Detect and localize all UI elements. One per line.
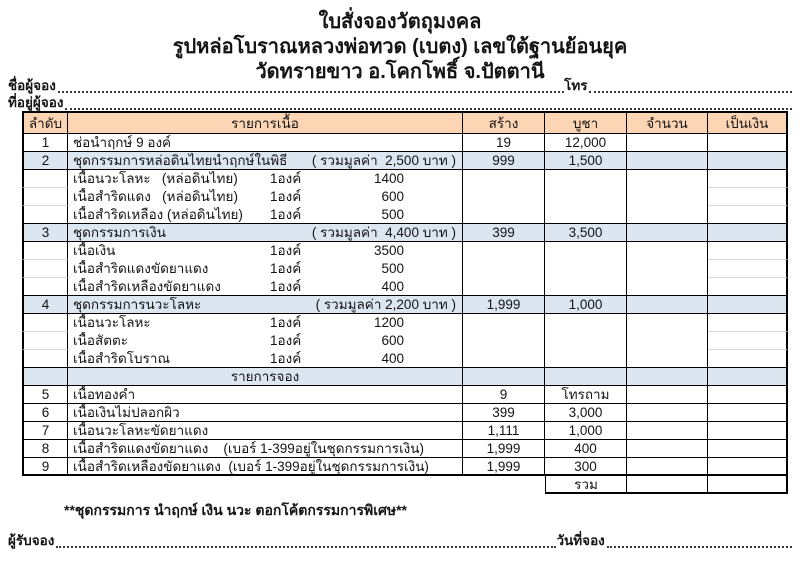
row-quantity-cell: [627, 224, 708, 242]
row-quantity-cell: [627, 350, 708, 368]
row-price-cell: 400: [545, 440, 627, 458]
row-material-cell: [68, 170, 463, 188]
row-quantity-cell: [627, 170, 708, 188]
column-header-material: รายการเนื้อ: [68, 111, 463, 134]
sub-item-value: 500: [381, 261, 404, 276]
column-header-quantity: จำนวน: [627, 111, 708, 134]
row-made-count-cell: [463, 170, 545, 188]
row-quantity-cell: [627, 188, 708, 206]
sub-item-unit: 1องค์: [270, 315, 302, 330]
row-made-count-cell: 1,999: [463, 296, 545, 314]
table-row: [22, 296, 788, 314]
row-quantity-cell: [627, 134, 708, 152]
row-material-cell: เนื้อนวะโลหะขัดยาแดง: [68, 422, 463, 440]
row-price-cell: [545, 170, 627, 188]
row-amount-cell: [708, 296, 788, 314]
table-row: [22, 134, 788, 152]
row-amount-cell: [708, 188, 788, 206]
table-header-row: [22, 111, 788, 134]
row-price-cell: [545, 350, 627, 368]
phone-blank: [589, 81, 792, 93]
row-price-cell: [545, 260, 627, 278]
row-material-cell: เนื้อสำริดเหลืองขัดยาแดง (เบอร์ 1-399อยู่ในชุดกรรมการเงิน): [68, 458, 463, 476]
sub-item-name: เนื้อนวะโลหะ (หล่อดินไทย): [73, 171, 238, 186]
row-material-cell: เนื้อสำริดแดงขัดยาแดง (เบอร์ 1-399อยู่ในชุดกรรมการเงิน): [68, 440, 463, 458]
row-index-cell: 3: [22, 224, 68, 242]
row-material-cell: [68, 224, 463, 242]
receiver-label: ผู้รับจอง: [8, 533, 55, 548]
form-subtitle: รูปหล่อโบราณหลวงพ่อทวด (เบตง) เลขใต้ฐานย้อนยุค: [172, 36, 628, 58]
row-material-cell: [68, 296, 463, 314]
row-quantity-cell: [627, 206, 708, 224]
row-amount-cell: [708, 242, 788, 260]
sub-item-unit: 1องค์: [270, 243, 302, 258]
sub-item-name: เนื้อสำริดแดงขัดยาแดง: [73, 261, 209, 276]
row-material-cell: เนื้อเงินไม่ปลอกผิว: [68, 404, 463, 422]
row-quantity-cell: [627, 458, 708, 476]
sub-item-spacer: [404, 188, 462, 206]
row-amount-cell: [708, 314, 788, 332]
sub-item-unit: 1องค์: [270, 171, 302, 186]
row-made-count-cell: 9: [463, 386, 545, 404]
row-made-count-cell: [463, 242, 545, 260]
sub-item-spacer: [404, 242, 462, 260]
row-price-cell: 1,500: [545, 152, 627, 170]
group-name: ชุดกรรมการเงิน: [73, 225, 166, 240]
table-row: [22, 422, 788, 440]
row-amount-cell: [708, 386, 788, 404]
row-quantity-cell: [627, 260, 708, 278]
row-index-cell: 2: [22, 152, 68, 170]
total-label-cell: รวม: [545, 476, 627, 494]
sub-item-value: 400: [381, 279, 404, 294]
row-made-count-cell: [463, 206, 545, 224]
table-row: [22, 206, 788, 224]
row-made-count-cell: 19: [463, 134, 545, 152]
table-row: [22, 476, 788, 494]
group-value-note: ( รวมมูลค่า 4,400 บาท ): [311, 225, 456, 240]
row-index-cell: 4: [22, 296, 68, 314]
table-row: [22, 170, 788, 188]
phone-label: โทร: [564, 78, 588, 93]
sub-item-name: เนื้อนวะโลหะ: [73, 315, 151, 330]
group-name: ชุดกรรมการนวะโลหะ: [73, 297, 202, 312]
row-made-count-cell: [463, 350, 545, 368]
row-price-cell: 300: [545, 458, 627, 476]
row-quantity-cell: [627, 386, 708, 404]
sub-item-name: เนื้อสำริดเหลือง (หล่อดินไทย): [73, 207, 243, 222]
row-index-cell: 9: [22, 458, 68, 476]
sub-item-spacer: [404, 350, 462, 367]
order-date-label: วันที่จอง: [556, 533, 605, 548]
row-amount-cell: [708, 332, 788, 350]
row-material-cell: รายการจอง: [68, 368, 463, 386]
table-row: [22, 188, 788, 206]
row-material-cell: ช่อนำฤกษ์ 9 องค์: [68, 134, 463, 152]
sub-item-name: เนื้อสำริดแดง (หล่อดินไทย): [73, 189, 238, 204]
sub-item-spacer: [404, 314, 462, 332]
receiver-line: [8, 533, 792, 551]
table-row: [22, 368, 788, 386]
sub-item-value: 600: [381, 189, 404, 204]
customer-name-line: [8, 78, 792, 96]
table-row: [22, 314, 788, 332]
group-name: ชุดกรรมการหล่อดินไทยนำฤกษ์ในพิธี: [73, 153, 288, 168]
row-made-count-cell: 1,111: [463, 422, 545, 440]
table-row: [22, 242, 788, 260]
sub-item-value: 600: [381, 333, 404, 348]
row-price-cell: 3,000: [545, 404, 627, 422]
table-row: [22, 152, 788, 170]
row-index-cell: 6: [22, 404, 68, 422]
row-made-count-cell: [463, 332, 545, 350]
table-row: [22, 224, 788, 242]
table-row: [22, 404, 788, 422]
row-made-count-cell: [463, 260, 545, 278]
row-made-count-cell: [463, 368, 545, 386]
row-made-count-cell: 999: [463, 152, 545, 170]
receiver-blank: [56, 536, 556, 548]
row-price-cell: [545, 332, 627, 350]
row-made-count-cell: 399: [463, 224, 545, 242]
row-made-count-cell: [463, 188, 545, 206]
row-index-cell: [22, 260, 68, 278]
order-date-blank: [607, 536, 792, 548]
row-index-cell: 5: [22, 386, 68, 404]
row-index-cell: [22, 170, 68, 188]
group-value-note: ( รวมมูลค่า 2,500 บาท ): [311, 153, 456, 168]
sub-item-value: 1200: [373, 315, 404, 330]
table-row: [22, 332, 788, 350]
row-quantity-cell: [627, 332, 708, 350]
row-material-cell: [68, 278, 463, 296]
row-amount-cell: [708, 350, 788, 368]
row-price-cell: [545, 206, 627, 224]
row-material-cell: [68, 350, 463, 368]
row-quantity-cell: [627, 242, 708, 260]
sub-item-spacer: [404, 278, 462, 295]
row-quantity-cell: [627, 440, 708, 458]
sub-item-unit: 1องค์: [270, 279, 302, 294]
row-amount-cell: [708, 134, 788, 152]
row-index-cell: [22, 242, 68, 260]
row-index-cell: [22, 368, 68, 386]
row-amount-cell: [708, 170, 788, 188]
row-index-cell: [22, 332, 68, 350]
row-quantity-cell: [627, 368, 708, 386]
sub-item-unit: 1องค์: [270, 333, 302, 348]
row-index-cell: [22, 314, 68, 332]
sub-item-value: 1400: [373, 171, 404, 186]
order-table: [22, 111, 788, 494]
row-material-cell: [68, 242, 463, 260]
sub-item-value: 500: [381, 207, 404, 222]
row-price-cell: [545, 188, 627, 206]
row-amount-cell: [708, 260, 788, 278]
sub-item-spacer: [404, 260, 462, 278]
row-index-cell: 1: [22, 134, 68, 152]
table-row: [22, 278, 788, 296]
row-price-cell: 1,000: [545, 422, 627, 440]
row-index-cell: [22, 188, 68, 206]
row-quantity-cell: [627, 278, 708, 296]
row-quantity-cell: [627, 404, 708, 422]
group-value-note: ( รวมมูลค่า 2,200 บาท ): [315, 297, 456, 312]
column-header-price: บูชา: [545, 111, 627, 134]
row-material-cell: [68, 152, 463, 170]
row-price-cell: [545, 278, 627, 296]
row-quantity-cell: [627, 314, 708, 332]
customer-address-label: ที่อยู่ผู้จอง: [8, 95, 64, 110]
table-row: [22, 350, 788, 368]
row-made-count-cell: [463, 314, 545, 332]
row-price-cell: [545, 314, 627, 332]
sub-item-spacer: [404, 170, 462, 188]
row-price-cell: [545, 242, 627, 260]
row-quantity-cell: [627, 152, 708, 170]
row-material-cell: [68, 206, 463, 224]
row-quantity-cell: [627, 296, 708, 314]
row-amount-cell: [708, 422, 788, 440]
row-price-cell: 3,500: [545, 224, 627, 242]
column-header-made: สร้าง: [463, 111, 545, 134]
table-row: [22, 386, 788, 404]
row-price-cell: 12,000: [545, 134, 627, 152]
row-index-cell: 8: [22, 440, 68, 458]
table-row: [22, 440, 788, 458]
sub-item-unit: 1องค์: [270, 189, 302, 204]
sub-item-name: เนื้อสำริดเหลืองขัดยาแดง: [73, 279, 221, 294]
sub-item-unit: 1องค์: [270, 261, 302, 276]
row-amount-cell: [708, 458, 788, 476]
sub-item-name: เนื้อสำริดโบราณ: [73, 351, 170, 366]
row-index-cell: [22, 206, 68, 224]
form-title: ใบสั่งจองวัตถุมงคล: [318, 11, 482, 33]
row-quantity-cell: [627, 422, 708, 440]
row-amount-cell: [708, 224, 788, 242]
sub-item-value: 3500: [373, 243, 404, 258]
special-code-footnote: **ชุดกรรมการ นำฤกษ์ เงิน นวะ ตอกโค้ตกรรมการพิเศษ**: [64, 502, 407, 518]
customer-name-label: ชื่อผู้จอง: [8, 78, 56, 93]
row-material-cell: เนื้อทองคำ: [68, 386, 463, 404]
total-amount-cell: [708, 476, 788, 494]
table-row: [22, 458, 788, 476]
row-price-cell: [545, 368, 627, 386]
row-index-cell: [22, 278, 68, 296]
row-index-cell: [22, 350, 68, 368]
customer-address-blank: [65, 98, 792, 110]
sub-item-value: 400: [381, 351, 404, 366]
total-quantity-cell: [627, 476, 708, 494]
total-row-spacer: [22, 476, 545, 494]
sub-item-spacer: [404, 206, 462, 223]
row-made-count-cell: [463, 278, 545, 296]
row-amount-cell: [708, 404, 788, 422]
row-price-cell: 1,000: [545, 296, 627, 314]
row-material-cell: [68, 188, 463, 206]
row-amount-cell: [708, 206, 788, 224]
temple-name: วัดทรายขาว อ.โคกโพธิ์ จ.ปัตตานี: [255, 61, 545, 83]
sub-item-name: เนื้อสัตตะ: [73, 333, 128, 348]
row-price-cell: โทรถาม: [545, 386, 627, 404]
column-header-index: ลำดับ: [22, 111, 68, 134]
sub-item-unit: 1องค์: [270, 207, 302, 222]
row-amount-cell: [708, 440, 788, 458]
row-made-count-cell: 1,999: [463, 440, 545, 458]
column-header-total: เป็นเงิน: [708, 111, 788, 134]
table-body: [22, 134, 788, 494]
row-index-cell: 7: [22, 422, 68, 440]
sub-item-unit: 1องค์: [270, 351, 302, 366]
row-made-count-cell: 1,999: [463, 458, 545, 476]
row-material-cell: [68, 332, 463, 350]
row-material-cell: [68, 314, 463, 332]
row-amount-cell: [708, 278, 788, 296]
customer-name-blank: [58, 81, 564, 93]
sub-item-name: เนื้อเงิน: [73, 243, 116, 258]
row-material-cell: [68, 260, 463, 278]
sub-item-spacer: [404, 332, 462, 350]
row-made-count-cell: 399: [463, 404, 545, 422]
row-amount-cell: [708, 152, 788, 170]
table-row: [22, 260, 788, 278]
row-amount-cell: [708, 368, 788, 386]
